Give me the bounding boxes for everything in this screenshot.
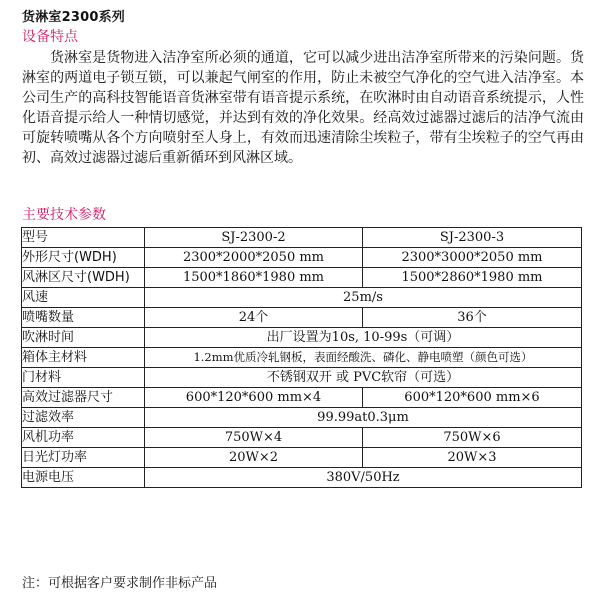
row-value-b: 2300*3000*2050 mm [363, 248, 582, 268]
row-value-a: SJ-2300-2 [145, 228, 363, 248]
specs-heading: 主要技术参数 [22, 207, 106, 223]
table-row [22, 248, 582, 268]
row-label: 高效过滤器尺寸 [22, 388, 145, 408]
row-value-b: 36个 [363, 308, 582, 328]
table-row [22, 228, 582, 248]
row-label: 吹淋时间 [22, 328, 145, 348]
row-label: 风淋区尺寸(WDH) [22, 268, 145, 288]
row-value-b: 750W×6 [363, 428, 582, 448]
table-row [22, 468, 582, 488]
row-value-a: 24个 [145, 308, 363, 328]
row-value-a: 20W×2 [145, 448, 363, 468]
row-label: 喷嘴数量 [22, 308, 145, 328]
row-label: 电源电压 [22, 468, 145, 488]
row-value-a: 750W×4 [145, 428, 363, 448]
row-value-b: 600*120*600 mm×6 [363, 388, 582, 408]
table-row [22, 428, 582, 448]
row-label: 风速 [22, 288, 145, 308]
row-label: 过滤效率 [22, 408, 145, 428]
row-value-a: 1500*1860*1980 mm [145, 268, 363, 288]
table-row [22, 348, 582, 368]
row-value-merged: 1.2mm优质冷轧钢板，表面经酸洗、磷化、静电喷塑（颜色可选） [145, 348, 582, 368]
table-row [22, 388, 582, 408]
row-label: 日光灯功率 [22, 448, 145, 468]
row-label: 门材料 [22, 368, 145, 388]
row-value-b: 1500*2860*1980 mm [363, 268, 582, 288]
row-value-merged: 出厂设置为10s, 10-99s（可调） [145, 328, 582, 348]
row-value-merged: 不锈钢双开 或 PVC软帘（可选） [145, 368, 582, 388]
row-label: 风机功率 [22, 428, 145, 448]
row-value-b: SJ-2300-3 [363, 228, 582, 248]
row-label: 箱体主材料 [22, 348, 145, 368]
row-label: 型号 [22, 228, 145, 248]
features-paragraph: 货淋室是货物进入洁净室所必须的通道，它可以减少进出洁净室所带来的污染问题。货淋室的两道电子锁互锁，可以兼起气闸室的作用，防止未被空气净化的空气进入洁净室。本公司生产的高科技智能语音货淋室带有语音提示系统，在吹淋时由自动语音系统提示，人性化语音提示给人一种情切感觉，并达到有效的净化效果。经高效过滤器过滤后的洁净气流由可旋转喷嘴从各个方向喷射至人身上，有效而迅速清除尘埃粒子，带有尘埃粒子的空气再由初、高效过滤器过滤后重新循环到风淋区域。 [22, 50, 584, 166]
table-row [22, 328, 582, 348]
document-title: 货淋室2300系列 [22, 10, 125, 25]
footer-note: 注：可根据客户要求制作非标产品 [22, 576, 218, 591]
row-label: 外形尺寸(WDH) [22, 248, 145, 268]
row-value-merged: 380V/50Hz [145, 468, 582, 488]
table-row [22, 408, 582, 428]
table-row [22, 368, 582, 388]
row-value-a: 2300*2000*2050 mm [145, 248, 363, 268]
row-value-a: 600*120*600 mm×4 [145, 388, 363, 408]
row-value-merged: 99.99at0.3μm [145, 408, 582, 428]
table-row [22, 308, 582, 328]
features-heading: 设备特点 [22, 29, 78, 45]
row-value-merged: 25m/s [145, 288, 582, 308]
row-value-b: 20W×3 [363, 448, 582, 468]
spec-table [21, 227, 582, 488]
table-row [22, 268, 582, 288]
table-row [22, 288, 582, 308]
table-row [22, 448, 582, 468]
